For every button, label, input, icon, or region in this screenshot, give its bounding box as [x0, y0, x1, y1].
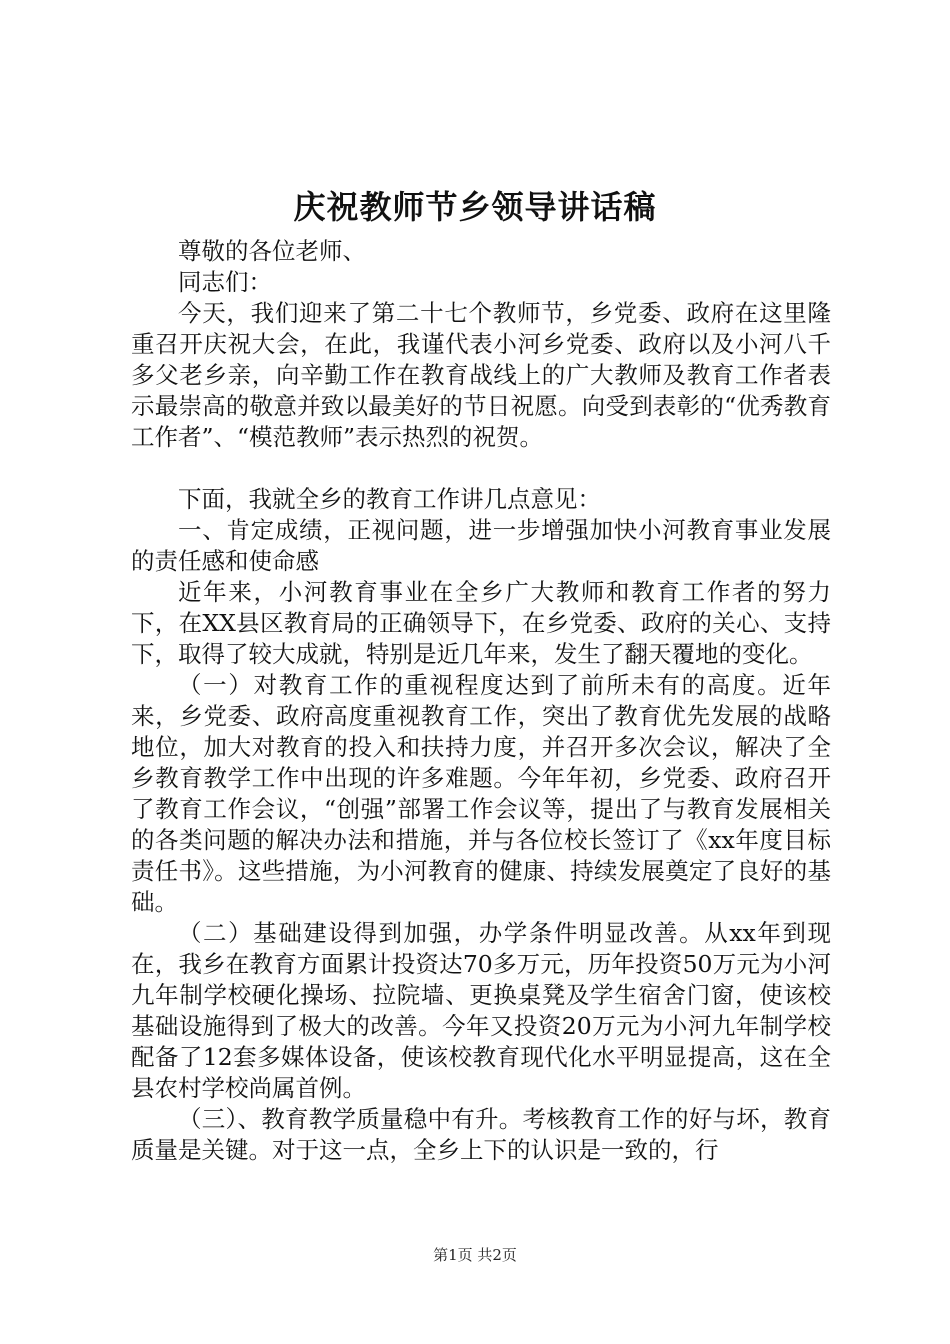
transition-paragraph: 下面，我就全乡的教育工作讲几点意见： [178, 485, 601, 513]
document-body [131, 236, 831, 1166]
salutation-line-2: 同志们： [178, 268, 272, 296]
section-heading-1: 一、肯定成绩，正视问题，进一步增强加快小河教育事业发展的责任感和使命感 [131, 516, 831, 575]
document-title: 庆祝教师节乡领导讲话稿 [293, 188, 657, 226]
salutation-line-1: 尊敬的各位老师、 [178, 237, 366, 265]
point-2-paragraph: （二）基础建设得到加强，办学条件明显改善。从xx年到现在，我乡在教育方面累计投资达70多万元，历年投资50万元为小河九年制学校硬化操场、拉院墙、更换桌凳及学生宿舍门窗，使该校基础设施得到了极大的改善。今年又投资20万元为小河九年制学校配备了12套多媒体设备，使该校教育现代化水平明显提高，这在全县农村学校尚属首例。 [131, 919, 831, 1102]
point-1-paragraph: （一）对教育工作的重视程度达到了前所未有的高度。近年来，乡党委、政府高度重视教育工作，突出了教育优先发展的战略地位，加大对教育的投入和扶持力度，并召开多次会议，解决了全乡教育教学工作中出现的许多难题。今年年初，乡党委、政府召开了教育工作会议，“创强”部署工作会议等，提出了与教育发展相关的各类问题的解决办法和措施，并与各位校长签订了《xx年度目标责任书》。这些措施，为小河教育的健康、持续发展奠定了良好的基础。 [131, 671, 831, 916]
achievement-paragraph: 近年来，小河教育事业在全乡广大教师和教育工作者的努力下，在XX县区教育局的正确领导下，在乡党委、政府的关心、支持下，取得了较大成就，特别是近几年来，发生了翻天覆地的变化。 [131, 578, 831, 668]
opening-paragraph: 今天，我们迎来了第二十七个教师节，乡党委、政府在这里隆重召开庆祝大会，在此，我谨代表小河乡党委、政府以及小河八千多父老乡亲，向辛勤工作在教育战线上的广大教师及教育工作者表示最崇高的敬意并致以最美好的节日祝愿。向受到表彰的“优秀教育工作者”、“模范教师”表示热烈的祝贺。 [131, 299, 831, 451]
point-3-paragraph: （三）、教育教学质量稳中有升。考核教育工作的好与坏，教育质量是关键。对于这一点，全乡上下的认识是一致的，行 [131, 1105, 831, 1164]
page-footer: 第1页 共2页 [433, 1246, 517, 1264]
